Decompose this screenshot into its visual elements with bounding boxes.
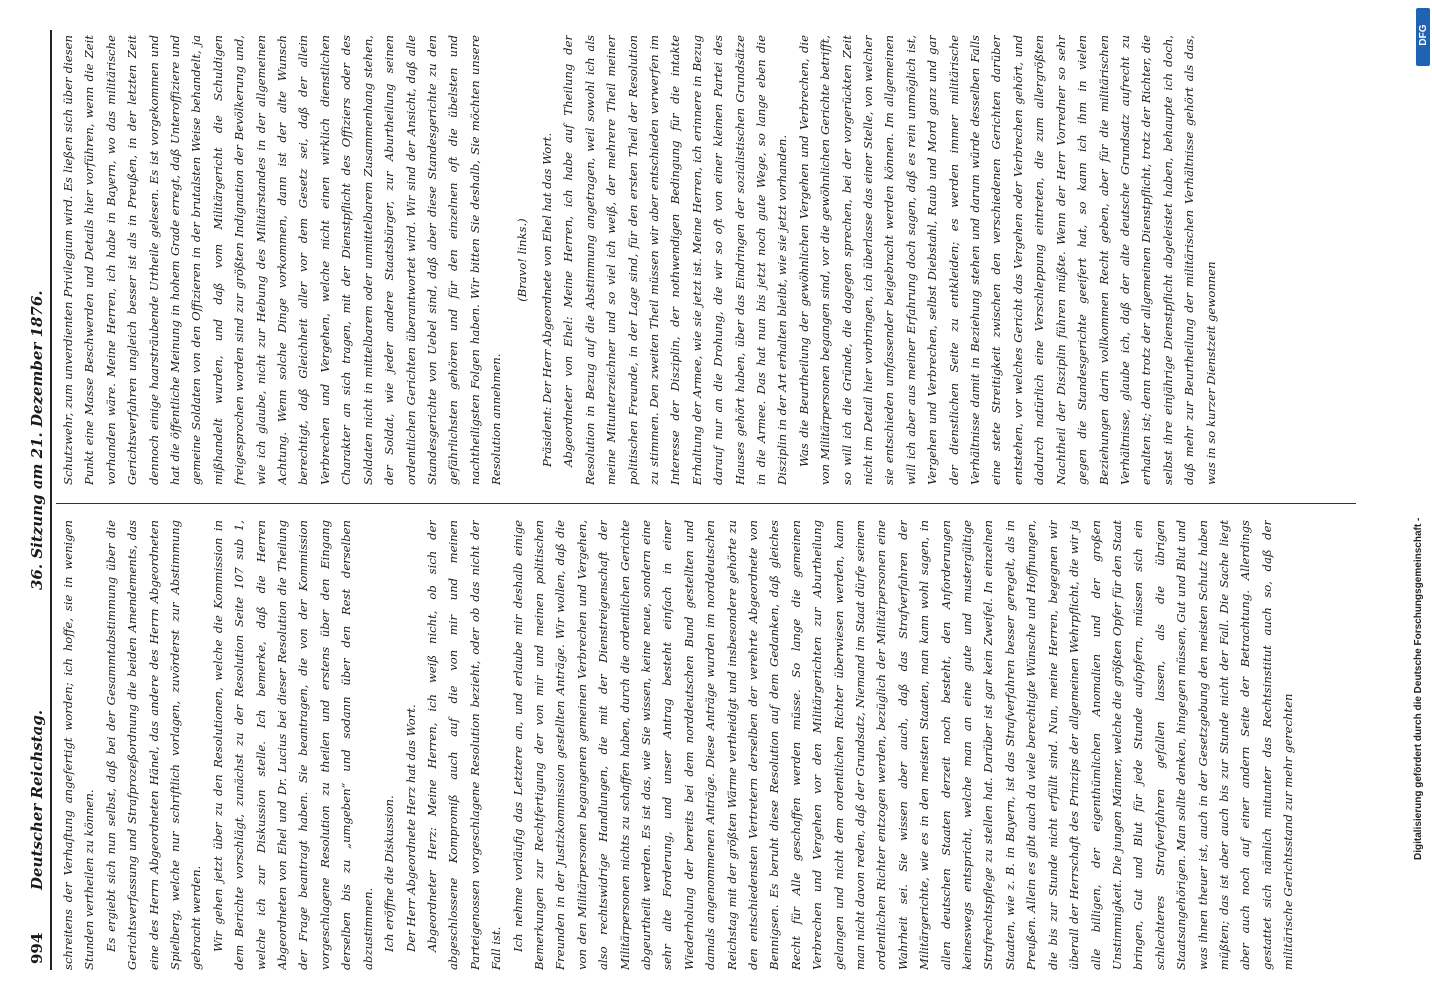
- page-header: [28, 30, 50, 970]
- digitization-text: Digitalisierung gefördert durch die Deutsche Forschungsgemeinschaft -: [1413, 517, 1424, 860]
- left-column: [58, 520, 1348, 970]
- paragraph: Was die Beurtheilung der gewöhnlichen Vergehen und Verbrechen, die von Militärpersonen begangen sind, vor die gewöhnlichen Gerichte betrifft, so will ich die Gründe, die dagegen sprechen, bei der vorgerückten Zeit nicht im Detail hier vorbringen, ich überlasse das einer Stelle, von welcher sie entschieden umfassender beigebracht werden können. Im allgemeinen will ich aber aus meiner Erfahrung doch sagen, daß es rein unmöglich ist, Vergehen und Verbrechen, selbst Diebstahl, Raub und Mord ganz und gar der dienstlichen Seite zu entkleiden; es werden immer militärische Verhältnisse damit in Beziehung stehen und darum würde desselben Falls eine stete Streitigkeit zwischen den verschiedenen Gerichten darüber entstehen, vor welches Gericht das Vergehen oder Verbrechen gehört, und dadurch natürlich eine Verschleppung eintreten, die zum allergrößten Nachtheil der Disziplin führen müßte. Wenn der Herr Vorredner so sehr gegen die Standesgerichte geeifert hat, so kann ich ihm in vielen Beziehungen darin vollkommen Recht geben, aber für die militärischen Verhältnisse, glaube ich, daß der alte deutsche Grundsatz aufrecht zu erhalten ist; denn trotz der allgemeinen Dienstpflicht, trotz der Richter, die selbst ihre einjährige Dienstpflicht abgeleistet haben, behaupte ich doch, daß mehr zur Beurtheilung der militärischen Verhältnisse gehört als das, was in so kurzer Dienstzeit gewonnen: [796, 35, 1218, 485]
- digitization-note: [1412, 0, 1432, 1000]
- header-left-title: Deutscher Reichstag.: [28, 709, 46, 890]
- page-number: 994: [28, 932, 46, 964]
- header-rule: [50, 30, 52, 970]
- dfg-logo: [1416, 8, 1430, 66]
- paragraph: schreitens der Verhaftung angefertigt worden; ich hoffe, sie in wenigen Stunden vertheilen zu können.: [61, 520, 97, 970]
- paragraph: Präsident: Der Herr Abgeordnete von Ehel hat das Wort.: [539, 132, 554, 467]
- paragraph: Abgeordneter Herz: Meine Herren, ich weiß nicht, ob sich der abgeschlossene Kompromiß auch auf die von mir und meinen Parteigenossen vorgeschlagene Resolution bezieht, oder ob das nicht der Fall ist.: [424, 520, 504, 970]
- paragraph: Der Herr Abgeordnete Herz hat das Wort.: [403, 704, 418, 952]
- column-divider: [56, 503, 1356, 504]
- paragraph: Ich nehme vorläufig das Letztere an, und erlaube mir deshalb einige Bemerkungen zur Rechtfertigung der von mir und meinen politischen Freunden in der Justizkommission gestellten Anträge. Wir wollen, daß die von den Militärpersonen begangenen gemeinen Verbrechen und Vergehen, also rechtswidrige Handlungen, die mit der Dienstreigenschaft der Militärpersonen nichts zu schaffen haben, durch die ordentlichen Gerichte abgeurtheilt werden. Es ist das, wie Sie wissen, keine neue, sondern eine sehr alte Forderung, und unser Antrag besteht einfach in einer Wiederholung der bereits bei dem norddeutschen Bund gestellten und damals angenommenen Anträge. Diese Anträge wurden im norddeutschen Reichstag mit der größten Wärme vertheidigt und insbesondere gehörte zu den entschiedensten Vertretern derselben der verehrte Abgeordnete von Bennigsen. Es beruht diese Resolution auf dem Gedanken, daß gleiches Recht für Alle geschaffen werden müsse. So lange die gemeinen Verbrechen und Vergehen vor den Militärgerichten zur Aburtheilung gelangen und nicht dem ordentlichen Richter überwiesen werden, kann man nicht davon reden, daß der Grundsatz, Niemand im Staat dürfe seinem ordentlichen Richter entzogen werden, bezüglich der Militärpersonen eine Wahrheit sei. Sie wissen aber auch, daß das Strafverfahren der Militärgerichte, wie es in den meisten Staaten, man kann wohl sagen, in allen deutschen Staaten derzeit noch besteht, den Anforderungen keineswegs entspricht, welche man an eine gute und mustergültige Strafrechtspflege zu stellen hat. Darüber ist gar kein Zweifel. In einzelnen Staaten, wie z. B. in Bayern, ist das Strafverfahren besser geregelt, als in Preußen. Allein es gibt auch da viele berechtigte Wünsche und Hoffnungen, die bis zur Stunde nicht erfüllt sind. Nun, meine Herren, begegnen wir überall der Herrschaft des Prinzips der allgemeinen Wehrpflicht, die wir ja alle billigen, der eigenthümlichen Anomalien und der großen Unstimmigkeit. Die jungen Männer, welche die größten Opfer für den Staat bringen, Gut und Blut für jede Stunde aufopfern, müssen sich ein schlechteres Strafverfahren gefallen lassen, als die übrigen Staatsangehörigen. Man sollte denken, hingegen müssen, Gut und Blut und was ihnen theuer ist, auch in der Gesetzgebung den meisten Schutz haben müßten; das ist aber auch bis zur Stunde nicht der Fall. Die Sache liegt aber auch noch auf einer andern Seite der Betrachtung. Allerdings gestattet sich nämlich mitunter das Rechtsinstitut auch so, daß der militärische Gerichtsstand zur mehr gerechten: [510, 520, 1296, 970]
- dfg-label: DFG: [1418, 24, 1429, 46]
- right-column: [58, 35, 1348, 485]
- header-center-title: 36. Sitzung am 21. Dezember 1876.: [28, 290, 46, 590]
- paragraph: Wir gehen jetzt über zu den Resolutionen, welche die Kommission in dem Berichte vorschlägt, zunächst zu der Resolution Seite 107 sub 1, welche ich zur Diskussion stelle. Ich bemerke, daß die Herren Abgeordneten von Ehel und Dr. Lucius bei dieser Resolution die Theilung der Frage beantragt haben. Sie beantragen, die von der Kommission vorgeschlagene Resolution zu theilen und erstens über den Eingang derselben bis zu „umgeben“ und sodann über den Rest derselben abzustimmen.: [210, 520, 375, 970]
- paragraph: Ich eröffne die Diskussion.: [382, 795, 397, 952]
- paragraph: Es ergiebt sich nun selbst, daß bei der Gesammtabstimmung über die Gerichtsverfassung und Strafprozeßordnung die beiden Amendements, das eine des Herrn Abgeordneten Hänel, das andere des Herrn Abgeordneten Spielberg, welche nur schriftlich vorlagen, zuvörderst zur Abstimmung gebracht werden.: [103, 520, 204, 970]
- paragraph: Schutzwehr, zum unverdienten Privilegium wird. Es ließen sich über diesen Punkt eine Masse Beschwerden und Details hier vorführen, wenn die Zeit vorhanden wäre. Meine Herren, ich habe in Bayern, wo das militärische Gerichtsverfahren ungleich besser ist als in Preußen, in der letzten Zeit dennoch einige haarsträubende Urtheile gelesen. Es ist vorgekommen und hat die öffentliche Meinung in hohem Grade erregt, daß Unteroffiziere und gemeine Soldaten von den Offizieren in der brutalsten Weise behandelt, ja mißhandelt wurden, und daß vom Militärgericht die Schuldigen freigesprochen worden sind zur größten Indignation der Bevölkerung und, wie ich glaube, nicht zur Hebung des Militärstandes in der allgemeinen Achtung. Wenn solche Dinge vorkommen, dann ist der alte Wunsch berechtigt, daß Gleichheit aller vor dem Gesetz sei, daß der allein Verbrechen und Vergehen, welche nicht einen wirklich dienstlichen Charakter an sich tragen, mit der Dienstpflicht des Offiziers oder des Soldaten nicht in mittelbarem oder unmittelbarem Zusammenhang stehen, der Soldat, wie jeder andere Staatsbürger, zur Aburtheilung seinen ordentlichen Gerichten überantwortet wird. Wir sind der Ansicht, daß alle Standesgerichte von Uebel sind, daß aber diese Standesgerichte zu den gefährlichsten gehören und für den einzelnen oft die übelsten und nachtheiligsten Folgen haben. Wir bitten Sie deshalb, Sie möchten unsere Resolution annehmen.: [61, 35, 504, 485]
- applause-note: (Bravo! links.): [514, 218, 529, 302]
- paragraph: Abgeordneter von Ehel: Meine Herren, ich habe auf Theilung der Resolution in Bezug auf die Abstimmung angetragen, weil sowohl ich als meine Mitunterzeichner und so viel ich weiß, der mehrere Theil meiner politischen Freunde, in der Lage sind, für den ersten Theil der Resolution zu stimmen. Den zweiten Theil müssen wir aber entschieden verwerfen im Interesse der Disziplin, der nothwendigen Bedingung für die intakte Erhaltung der Armee, wie sie jetzt ist. Meine Herren, ich erinnere in Bezug darauf nur an die Drohung, die wir so oft von einer kleinen Partei des Hauses gehört haben, über das Eindringen der sozialistischen Grundsätze in die Armee. Das hat nun bis jetzt noch gute Wege, so lange eben die Disziplin in der Art erhalten bleibt, wie sie jetzt vorhanden.: [561, 35, 790, 485]
